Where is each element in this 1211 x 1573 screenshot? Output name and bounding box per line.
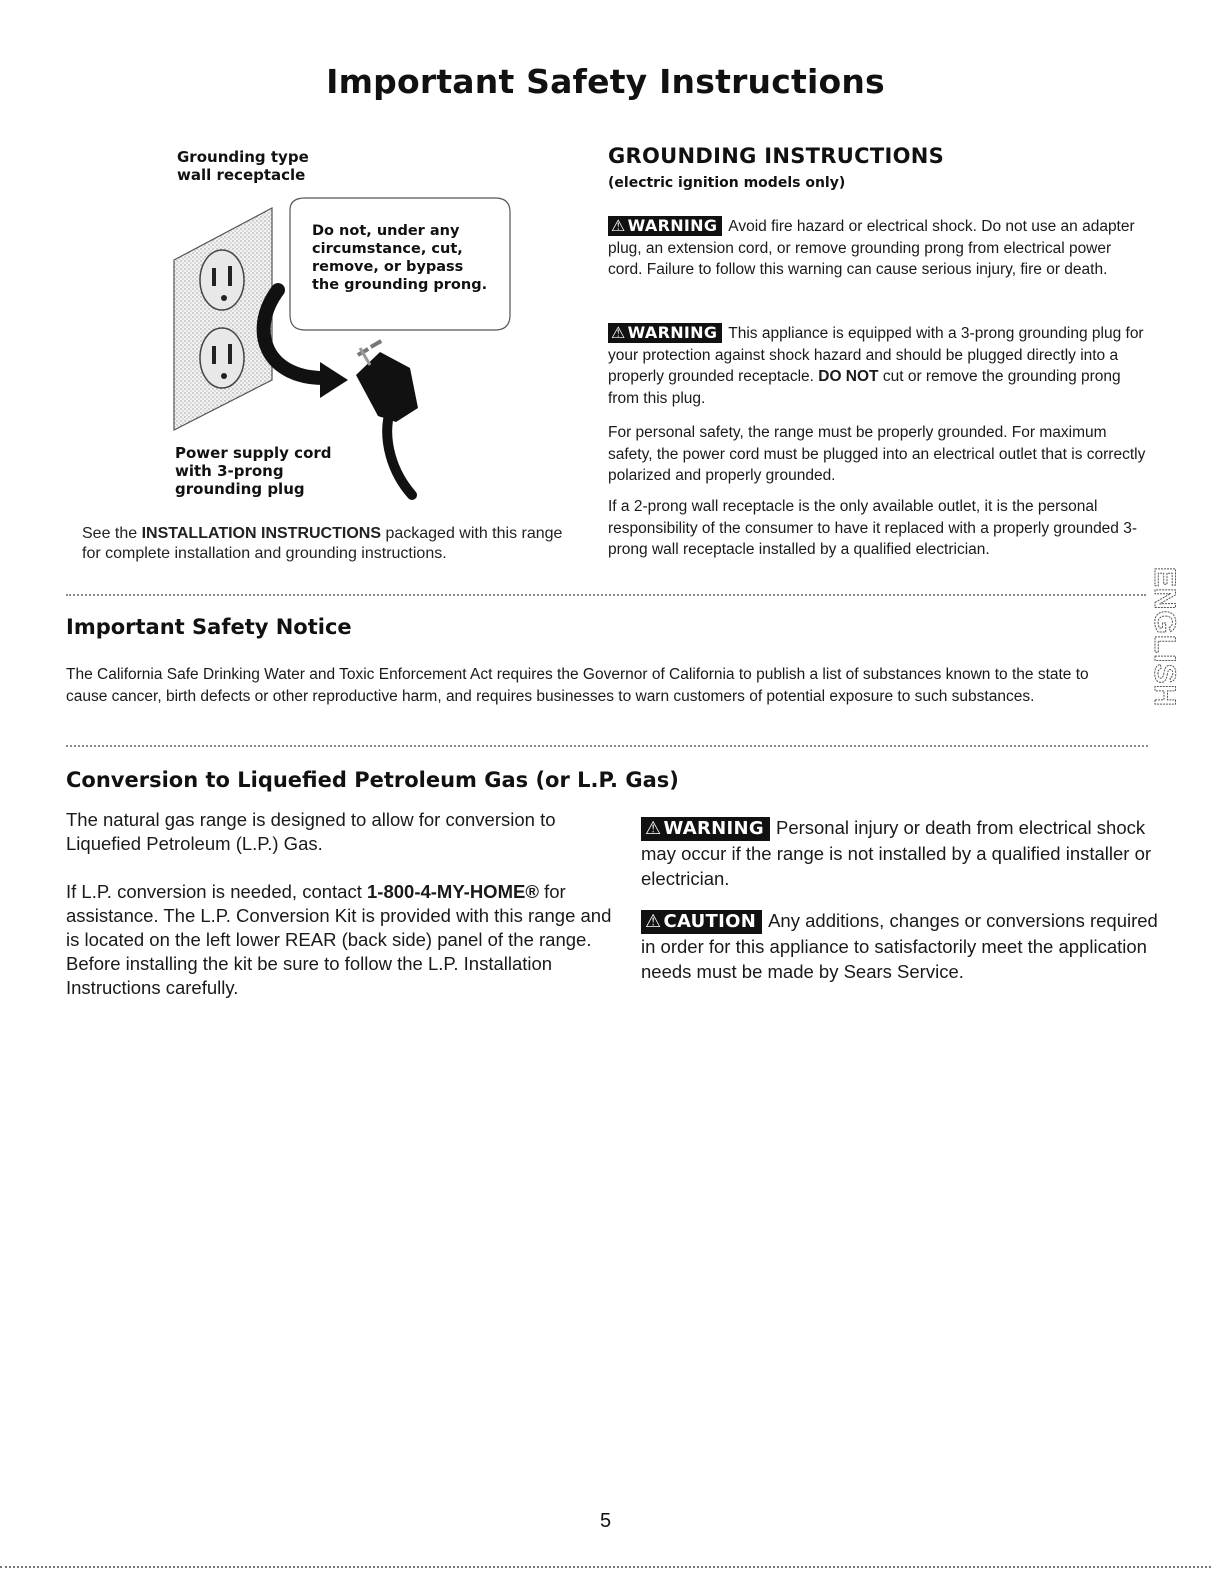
receptacle-label: Grounding type wall receptacle bbox=[177, 148, 309, 184]
section-divider bbox=[66, 594, 1146, 596]
caution-badge: ⚠ CAUTION bbox=[641, 910, 762, 934]
language-side-tab bbox=[1143, 565, 1183, 710]
grounding-heading: GROUNDING INSTRUCTIONS bbox=[608, 144, 945, 168]
installation-reference: See the INSTALLATION INSTRUCTIONS packaged with this range for complete installation and grounding instructions. bbox=[82, 525, 563, 562]
conversion-paragraph-1: The natural gas range is designed to allow for conversion to Liquefied Petroleum (L.P.) Gas. bbox=[66, 809, 556, 854]
warning-triangle-icon: ⚠ bbox=[611, 323, 626, 342]
cord-label: Power supply cord with 3-prong grounding plug bbox=[175, 444, 332, 498]
warning-paragraph-2: ⚠ WARNING This appliance is equipped with a 3-prong grounding plug for your protection against shock hazard and should be plugged directly into a properly grounded receptacle. DO NOT cut or remove the grounding prong from this plug. bbox=[608, 323, 1144, 407]
conversion-heading: Conversion to Liquefied Petroleum Gas (or L.P. Gas) bbox=[66, 768, 679, 792]
page-number: 5 bbox=[599, 1510, 612, 1532]
warning-triangle-icon: ⚠ bbox=[611, 216, 626, 235]
grounding-figure bbox=[160, 140, 560, 510]
notice-heading: Important Safety Notice bbox=[66, 615, 352, 639]
grounding-subheading: (electric ignition models only) bbox=[608, 175, 846, 191]
grounding-paragraph-2: If a 2-prong wall receptacle is the only available outlet, it is the personal responsibility of the consumer to have it replaced with a properly grounded 3-prong wall receptacle installed by a qualified electrician. bbox=[608, 498, 1138, 558]
grounding-paragraph-1: For personal safety, the range must be properly grounded. For maximum safety, the power cord must be plugged into an electrical outlet that is correctly polarized and properly grounded. bbox=[608, 424, 1146, 484]
section-divider bbox=[66, 745, 1148, 747]
lp-caution-paragraph: ⚠ CAUTION Any additions, changes or conversions required in order for this appliance to satisfactorily meet the application needs must be made by Sears Service. bbox=[641, 910, 1158, 982]
warning-triangle-icon: ⚠ bbox=[645, 818, 662, 839]
warning-paragraph-1: ⚠ WARNING Avoid fire hazard or electrical shock. Do not use an adapter plug, an extension cord, or remove grounding prong from electrical power cord. Failure to follow this warning can cause serious injury, fire or death. bbox=[608, 216, 1135, 278]
conversion-paragraph-2: If L.P. conversion is needed, contact 1-800-4-MY-HOME® for assistance. The L.P. Conversion Kit is provided with this range and is located on the left lower REAR (back side) panel of the range. Before installing the kit be sure to follow the L.P. Installation Instructions carefully. bbox=[66, 881, 612, 998]
side-tab-label: ENGLISH bbox=[1148, 566, 1182, 708]
lp-warning-paragraph: ⚠ WARNING Personal injury or death from electrical shock may occur if the range is not installed by a qualified installer or electrician. bbox=[641, 817, 1152, 889]
caution-triangle-icon: ⚠ bbox=[645, 911, 662, 932]
notice-text: The California Safe Drinking Water and Toxic Enforcement Act requires the Governor of California to publish a list of substances known to the state to cause cancer, birth defects or other reproductive harm, and requires businesses to warn customers of potential exposure to such substances. bbox=[66, 666, 1089, 705]
warning-badge: ⚠ WARNING bbox=[608, 216, 722, 236]
warning-badge: ⚠ WARNING bbox=[641, 817, 770, 841]
grounding-callout: Do not, under any circumstance, cut, remove, or bypass the grounding prong. bbox=[312, 223, 488, 293]
bottom-divider bbox=[0, 1566, 1211, 1568]
page-title: Important Safety Instructions bbox=[326, 62, 885, 101]
warning-badge: ⚠ WARNING bbox=[608, 323, 722, 343]
